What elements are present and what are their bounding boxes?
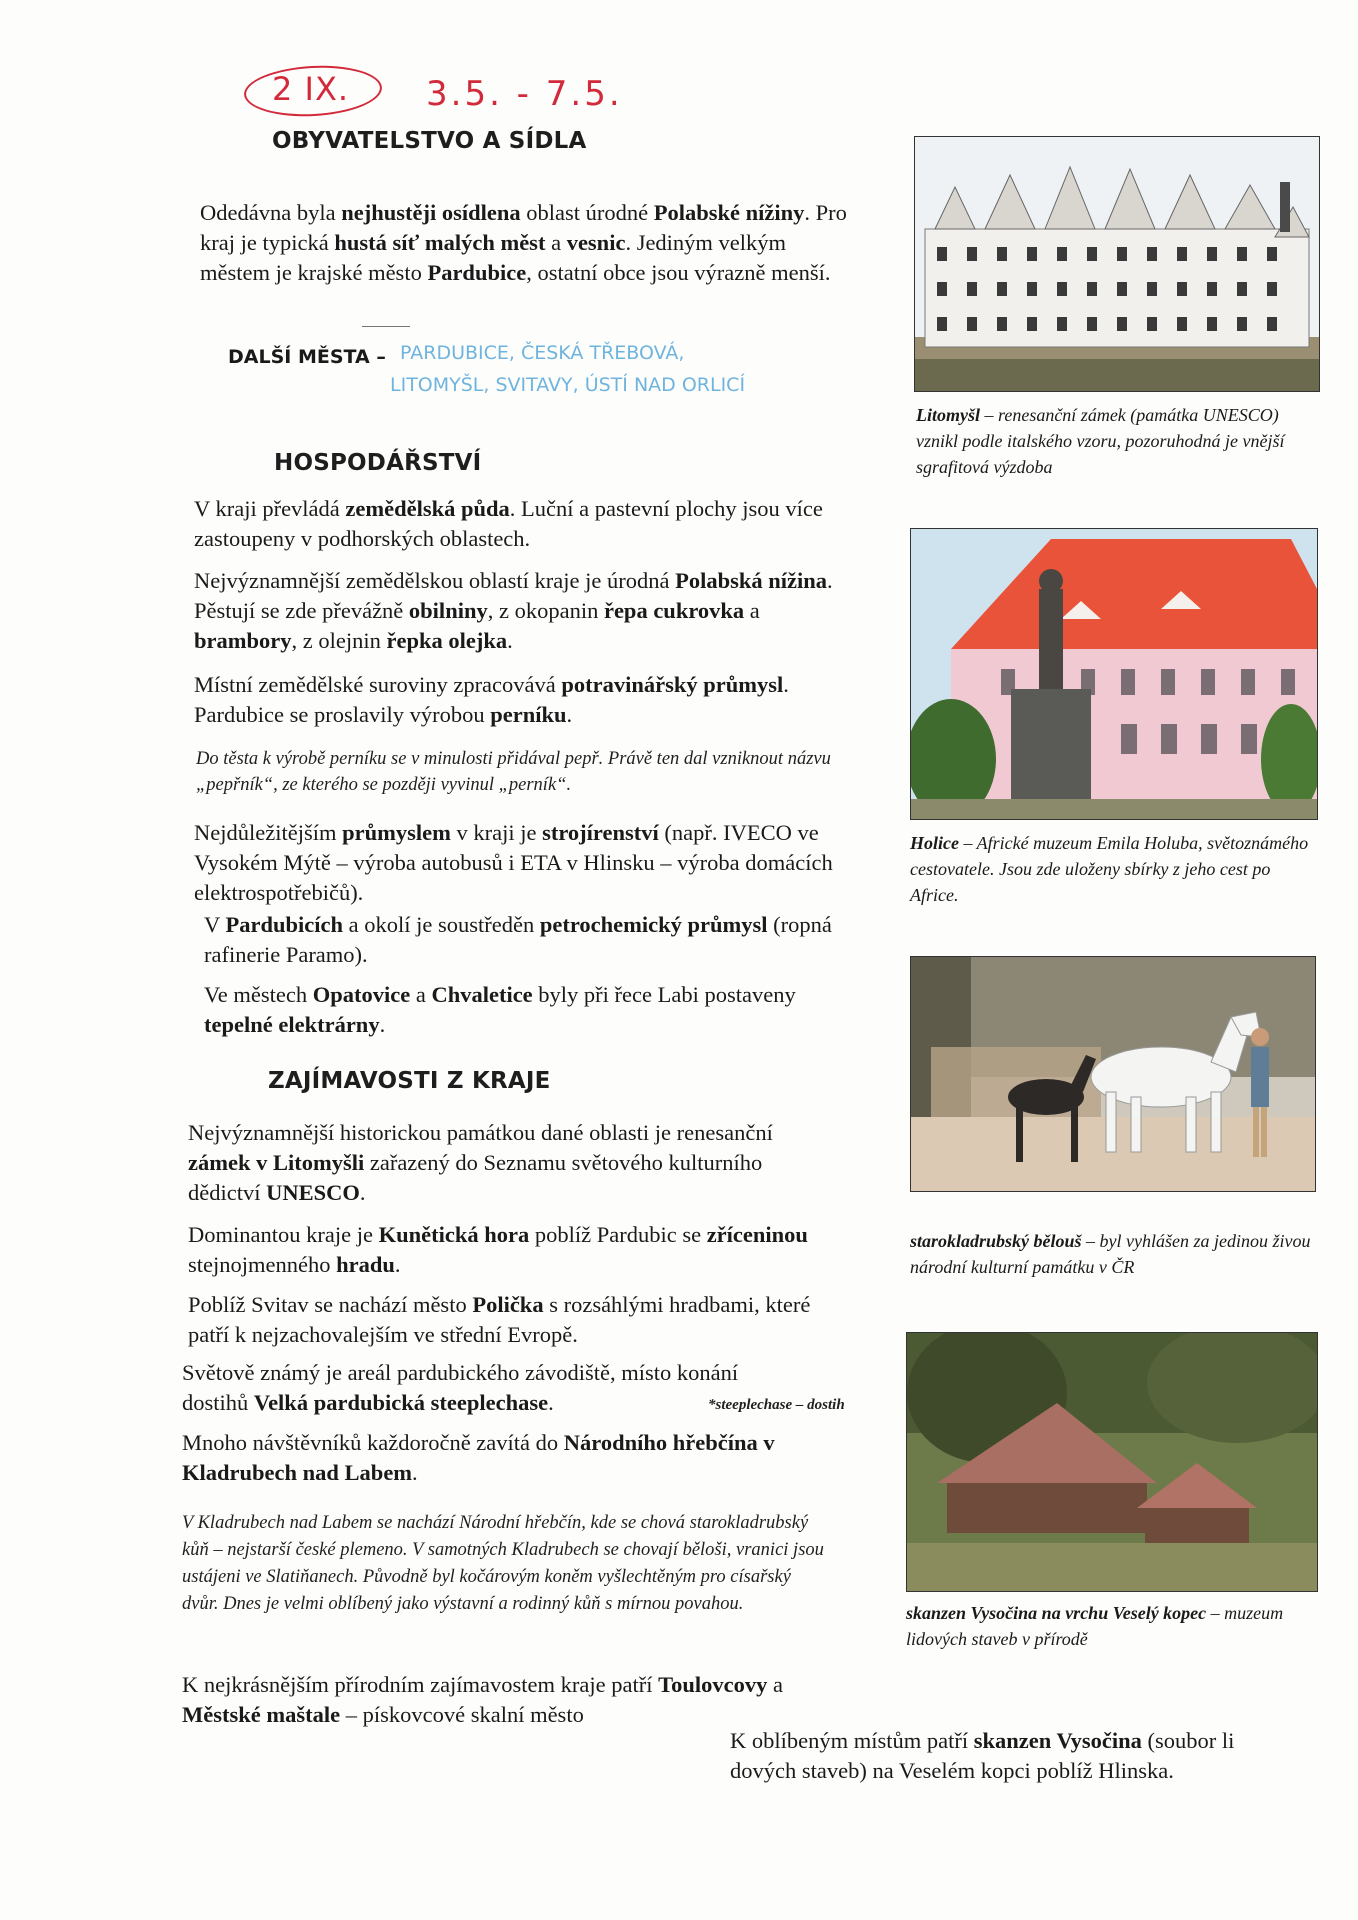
caption-skanzen: skanzen Vysočina na vrchu Veselý kopec – muzeum lidových staveb v přírodě: [906, 1603, 1284, 1649]
cities-label: DALŠÍ MĚSTA –: [228, 346, 386, 368]
cities-line-1: PARDUBICE, ČESKÁ TŘEBOVÁ,: [400, 342, 685, 364]
economy-paragraph-3: Místní zemědělské suroviny zpracovává potravinářský průmysl. Pardubice se proslavily výrobou perníku.: [194, 672, 789, 727]
economy-paragraph-5: V Pardubicích a okolí je soustředěn petrochemický průmysl (ropná rafinerie Paramo).: [204, 912, 832, 967]
population-paragraph: Odedávna byla nejhustěji osídlena oblast úrodné Polabské nížiny. Pro kraj je typická hustá síť malých měst a vesnic. Jediným velkým městem je krajské město Pardubice, ostatní obce jsou výrazně menší.: [200, 200, 847, 285]
economy-paragraph-6: Ve městech Opatovice a Chvaletice byly při řece Labi postaveny tepelné elektrárny.: [204, 982, 796, 1037]
steeplechase-footnote: *steeplechase – dostih: [708, 1397, 845, 1413]
kladruby-note: V Kladrubech nad Labem se nachází Národní hřebčín, kde se chová starokladrubský kůň – nejstarší české plemeno. V samotných Kladrubech se chovají běloši, vranici jsou ustájeni ve Slatiňanech. Původně byl kočárovým koněm vyšlechtěným pro císařský dvůr. Dnes je velmi oblíbený jako výstavní a rodinný kůň s mírnou povahou.: [182, 1513, 824, 1614]
heading-population: OBYVATELSTVO A SÍDLA: [272, 128, 587, 154]
divider: [362, 326, 410, 327]
caption-kladruby: starokladrubský bělouš – byl vyhlášen za jedinou živou národní kulturní památku v ČR: [910, 1231, 1311, 1277]
attractions-paragraph-3: Poblíž Svitav se nachází město Polička s rozsáhlými hradbami, které patří k nejzachovalejším ve střední Evropě.: [188, 1292, 811, 1347]
attractions-paragraph-6: K nejkrásnějším přírodním zajímavostem kraje patří Toulovcovy a Městské maštale – pískovcové skalní město: [182, 1672, 783, 1727]
handwritten-dates: 3.5. - 7.5.: [426, 74, 623, 114]
attractions-paragraph-4: Světově známý je areál pardubického závodiště, místo konání dostihů Velká pardubická steeplechase.: [182, 1360, 739, 1415]
economy-paragraph-4: Nejdůležitějším průmyslem v kraji je strojírenství (např. IVECO ve Vysokém Mýtě – výroba autobusů i ETA v Hlinsku – výroba domácích elektrospotřebičů).: [194, 820, 833, 905]
attractions-paragraph-7: K oblíbeným místům patří skanzen Vysočina (soubor li dových staveb) na Veselém kopci poblíž Hlinska.: [730, 1728, 1235, 1783]
photo-litomysl-castle: [914, 136, 1320, 392]
heading-attractions: ZAJÍMAVOSTI Z KRAJE: [268, 1068, 551, 1094]
economy-paragraph-2: Nejvýznamnější zemědělskou oblastí kraje je úrodná Polabská nížina. Pěstují se zde převážně obilniny, z okopanin řepa cukrovka a brambory, z olejnin řepka olejka.: [194, 568, 833, 653]
caption-holice: Holice – Africké muzeum Emila Holuba, světoznámého cestovatele. Jsou zde uloženy sbírky z jeho cest po Africe.: [910, 833, 1309, 905]
economy-paragraph-1: V kraji převládá zemědělská půda. Luční a pastevní plochy jsou více zastoupeny v podhorských oblastech.: [194, 496, 823, 551]
photo-kladruby-horse: [910, 956, 1316, 1192]
caption-litomysl: Litomyšl – renesanční zámek (památka UNESCO) vznikl podle italského vzoru, pozoruhodná je vnější sgrafitová výzdoba: [916, 405, 1285, 477]
attractions-paragraph-5: Mnoho návštěvníků každoročně zavítá do Národního hřebčína v Kladrubech nad Labem.: [182, 1430, 775, 1485]
heading-economy: HOSPODÁŘSTVÍ: [274, 450, 482, 476]
attractions-paragraph-2: Dominantou kraje je Kunětická hora poblíž Pardubic se zříceninou stejnojmenného hradu.: [188, 1222, 808, 1277]
gingerbread-note: Do těsta k výrobě perníku se v minulosti přidával pepř. Právě ten dal vzniknout názvu „pepřník“, ze kterého se později vyvinul „perník“.: [196, 749, 831, 795]
photo-holice-museum: [910, 528, 1318, 820]
handwritten-lesson-number: 2 IX.: [272, 70, 350, 108]
cities-line-2: LITOMYŠL, SVITAVY, ÚSTÍ NAD ORLICÍ: [390, 374, 746, 396]
attractions-paragraph-1: Nejvýznamnější historickou památkou dané oblasti je renesanční zámek v Litomyšli zařazený do Seznamu světového kulturního dědictví UNESCO.: [188, 1120, 773, 1205]
photo-skanzen-vysocina: [906, 1332, 1318, 1592]
